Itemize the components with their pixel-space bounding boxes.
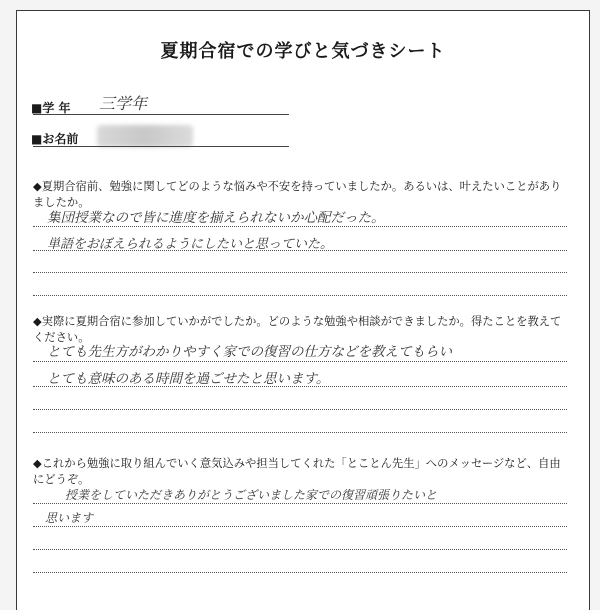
name-underline xyxy=(33,146,289,147)
worksheet xyxy=(16,10,590,610)
question-3: ◆これから勉強に取り組んでいく意気込みや担当してくれた「とことん先生」へのメッセージなど、自由にどうぞ。 xyxy=(33,457,561,486)
question-2: ◆実際に夏期合宿に参加していかがでしたか。どのような勉強や相談ができましたか。得たことを教えてください。 xyxy=(33,315,562,344)
answer-rule xyxy=(33,549,567,550)
answer-2-line-2: とても意味のある時間を過ごせたと思います。 xyxy=(47,371,330,387)
answer-rule xyxy=(33,295,567,296)
answer-rule xyxy=(33,432,567,433)
question-1: ◆夏期合宿前、勉強に関してどのような悩みや不安を持っていましたか。あるいは、叶えたいことがありましたか。 xyxy=(33,180,562,209)
answer-rule xyxy=(33,250,567,251)
answer-3-line-2: 思います xyxy=(45,511,94,525)
grade-underline xyxy=(33,114,289,115)
sheet-title: 夏期合宿での学びと気づきシート xyxy=(160,41,446,62)
name-redacted-area xyxy=(97,125,193,147)
name-label: ■お名前 xyxy=(31,132,79,146)
answer-rule xyxy=(33,409,567,410)
answer-rule xyxy=(33,272,567,273)
answer-rule xyxy=(33,226,567,227)
answer-rule xyxy=(33,361,567,362)
grade-value: 三学年 xyxy=(99,94,148,113)
answer-rule xyxy=(33,572,567,573)
grade-label: ■学 年 xyxy=(31,101,71,115)
answer-rule xyxy=(33,526,567,527)
answer-1-line-2: 単語をおぼえられるようにしたいと思っていた。 xyxy=(47,237,334,252)
answer-1-line-1: 集団授業なので皆に進度を揃えられないか心配だった。 xyxy=(47,210,385,226)
answer-3-line-1: 授業をしていただきありがとうございました家での復習頑張りたいと xyxy=(65,488,438,502)
answer-2-line-1: とても先生方がわかりやすく家での復習の仕方などを教えてもらい xyxy=(47,344,452,360)
answer-rule xyxy=(33,503,567,504)
answer-rule xyxy=(33,386,567,387)
